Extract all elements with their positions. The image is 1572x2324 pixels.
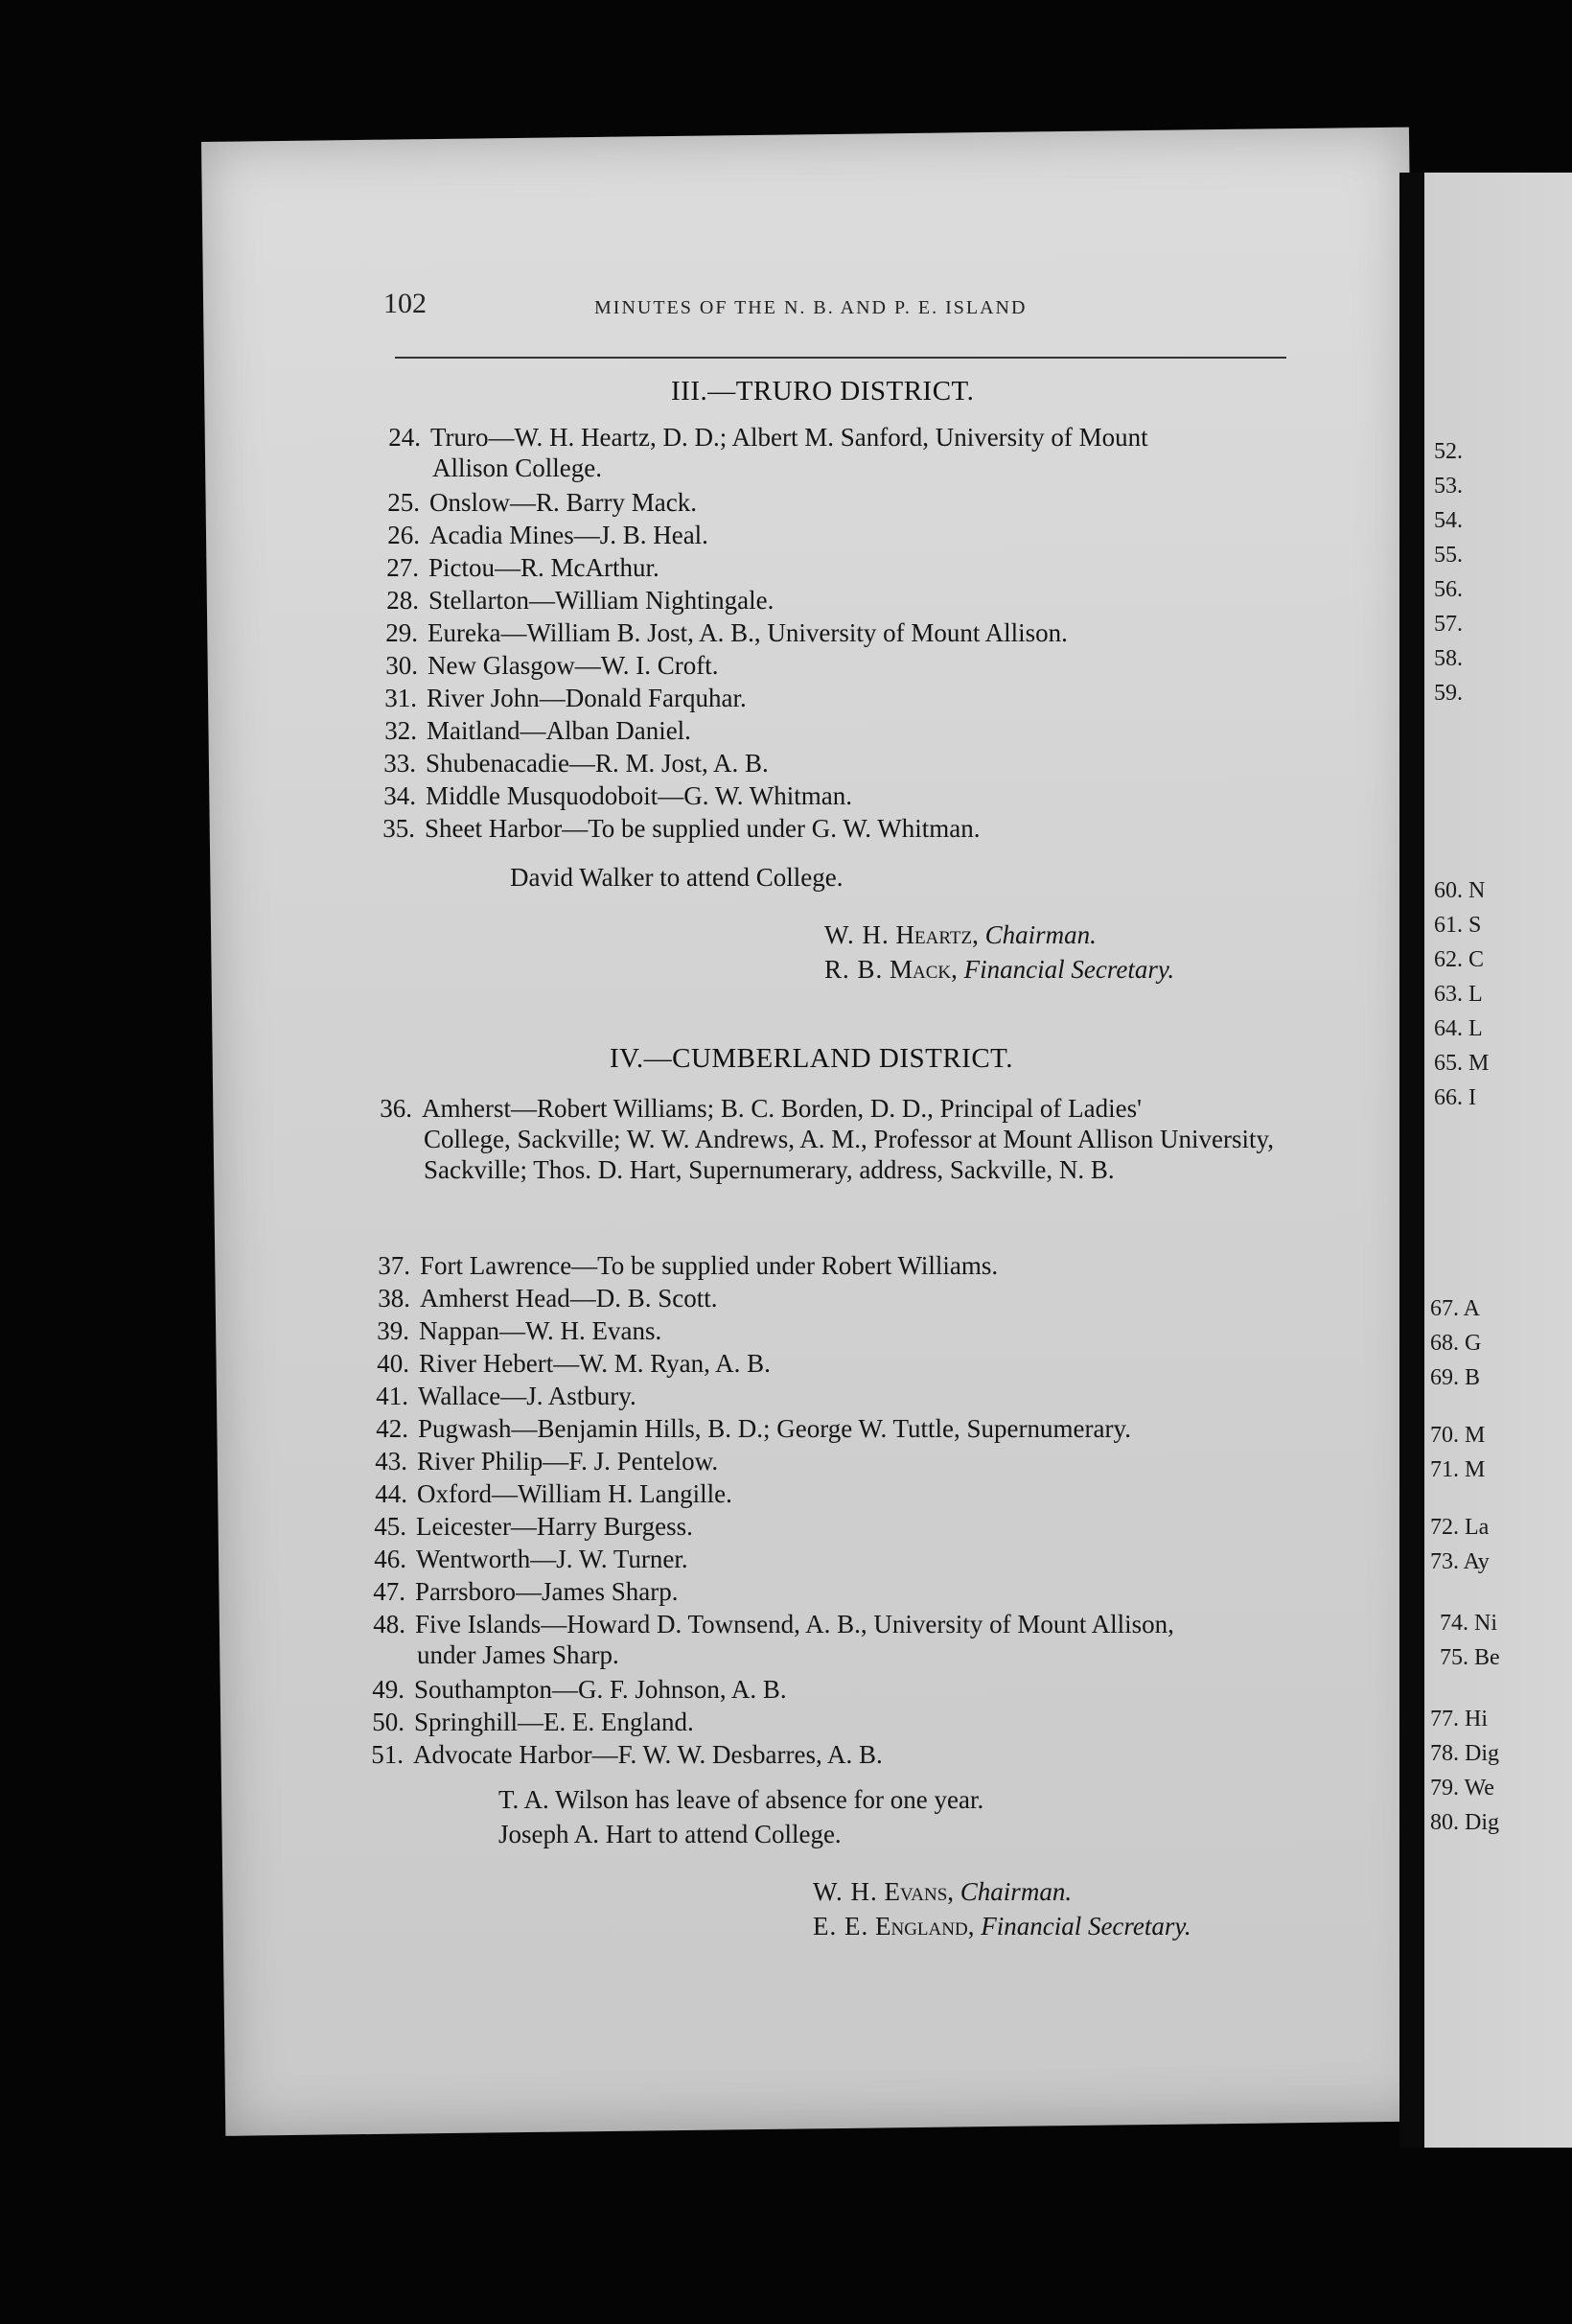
list-item: [367, 552, 659, 583]
list-item: [368, 487, 697, 518]
entry-text: Oxford—William H. Langille.: [417, 1479, 732, 1508]
entry-number: 39.: [377, 1316, 409, 1345]
signature-initials: W. H.: [824, 920, 890, 949]
list-item: [366, 650, 718, 681]
entry-number: 41.: [376, 1382, 408, 1410]
signature-initials: W. H.: [813, 1877, 878, 1906]
entry-text: Advocate Harbor—F. W. W. Desbarres, A. B.: [413, 1740, 883, 1769]
right-page-number: 56.: [1434, 577, 1463, 602]
entry-number: 50.: [372, 1708, 405, 1736]
signature-chairman: [824, 920, 1097, 950]
entry-text: Truro—W. H. Heartz, D. D.; Albert M. Sanford, University of Mount: [430, 423, 1148, 452]
list-item: [353, 1674, 787, 1705]
list-item: [365, 683, 747, 713]
entry-number: 38.: [378, 1284, 410, 1313]
entry-number: 48.: [373, 1610, 405, 1638]
right-page-number: 61. S: [1434, 913, 1482, 938]
entry-number: 34.: [383, 781, 416, 810]
list-item: [358, 1348, 771, 1379]
entry-number: 25.: [387, 488, 420, 517]
right-page-number: 55.: [1434, 543, 1463, 568]
right-page-number: 73. Ay: [1430, 1549, 1490, 1574]
section-title-cumberland: IV.—CUMBERLAND DISTRICT.: [610, 1043, 1013, 1074]
right-page-number: 79. We: [1430, 1776, 1494, 1801]
entry-number: 51.: [371, 1740, 404, 1769]
entry-text: Wentworth—J. W. Turner.: [416, 1545, 688, 1573]
entry-number: 31.: [384, 684, 417, 712]
entry-text: Nappan—W. H. Evans.: [419, 1316, 662, 1345]
list-item: [353, 1707, 694, 1737]
list-item: [358, 1283, 717, 1313]
list-item: [364, 748, 769, 779]
entry-number: 32.: [384, 716, 417, 745]
signature-initials: E. E.: [813, 1912, 869, 1941]
list-item: [357, 1381, 636, 1411]
entry-text: Pictou—R. McArthur.: [428, 553, 659, 582]
signature-surname: England,: [875, 1912, 975, 1941]
right-page-number: 68. G: [1430, 1331, 1482, 1356]
list-item: [363, 813, 981, 844]
right-page-number: 70. M: [1430, 1423, 1486, 1448]
right-page-number: 58.: [1434, 646, 1463, 671]
entry-text: Eureka—William B. Jost, A. B., University of Mount Allison.: [428, 618, 1068, 647]
entry-number: 44.: [375, 1479, 407, 1508]
right-page-number: 63. L: [1434, 982, 1483, 1007]
signature-surname: Evans,: [884, 1877, 955, 1906]
signature-surname: Mack,: [890, 955, 958, 984]
entry-text: Maitland—Alban Daniel.: [427, 716, 691, 745]
entry-number: 30.: [385, 651, 418, 680]
right-page-number: 57.: [1434, 612, 1463, 637]
entry-text: River John—Donald Farquhar.: [427, 684, 747, 712]
entry-text: Parrsboro—James Sharp.: [415, 1577, 679, 1606]
list-item: [368, 520, 708, 550]
list-item: [356, 1446, 718, 1476]
signature-chairman: [813, 1877, 1072, 1907]
right-page-number: 67. A: [1430, 1296, 1481, 1321]
right-page-number: 80. Dig: [1430, 1810, 1499, 1835]
running-title: MINUTES OF THE N. B. AND P. E. ISLAND: [594, 297, 1028, 318]
entry-number: 46.: [374, 1545, 406, 1573]
entry-text: Amherst Head—D. B. Scott.: [420, 1284, 718, 1313]
list-item: [355, 1511, 693, 1542]
book-binding-gutter: [1399, 173, 1424, 2148]
list-item: [367, 585, 774, 616]
entry-text: Sheet Harbor—To be supplied under G. W. Whitman.: [425, 814, 981, 843]
page-number: 102: [383, 288, 427, 319]
entry-number: 47.: [373, 1577, 405, 1606]
entry-number: 37.: [378, 1251, 410, 1280]
entry-number: 45.: [374, 1512, 406, 1541]
entry-number: 27.: [386, 553, 419, 582]
right-page-number: 53.: [1434, 474, 1463, 499]
entry-text: Stellarton—William Nightingale.: [428, 586, 774, 615]
right-page-number: 75. Be: [1440, 1645, 1500, 1670]
right-page-number: 71. M: [1430, 1457, 1486, 1482]
list-item: [355, 1544, 688, 1574]
list-item: [356, 1478, 732, 1509]
right-page-number: 62. C: [1434, 947, 1485, 972]
right-page-fragments: [1428, 0, 1572, 2324]
section-title-truro: III.—TRURO DISTRICT.: [671, 376, 975, 407]
entry-text: Southampton—G. F. Johnson, A. B.: [414, 1675, 787, 1704]
right-page-number: 65. M: [1434, 1051, 1490, 1076]
list-item: [352, 1739, 883, 1770]
right-page-number: 69. B: [1430, 1365, 1481, 1390]
entry-text: Middle Musquodoboit—G. W. Whitman.: [426, 781, 853, 810]
right-page-number: 77. Hi: [1430, 1707, 1488, 1731]
list-item: [357, 1413, 1131, 1444]
entry-text: Wallace—J. Astbury.: [418, 1382, 636, 1410]
entry-text: Five Islands—Howard D. Townsend, A. B., University of Mount Allison,: [415, 1610, 1174, 1638]
note-text: David Walker to attend College.: [510, 863, 844, 892]
signature-role: Chairman.: [959, 1877, 1073, 1906]
right-page-number: 59.: [1434, 681, 1463, 706]
entry-number: 28.: [386, 586, 419, 615]
signature-role: Financial Secretary.: [963, 955, 1175, 984]
entry-text: River Philip—F. J. Pentelow.: [417, 1447, 719, 1476]
right-page-number: 54.: [1434, 508, 1463, 533]
signature-financial-secretary: [824, 955, 1174, 985]
entry-number: 49.: [372, 1675, 405, 1704]
list-item: [358, 1250, 998, 1281]
list-item: [358, 1315, 661, 1346]
entry-continuation: Allison College.: [432, 453, 602, 482]
entry-text: Fort Lawrence—To be supplied under Robert Williams.: [420, 1251, 999, 1280]
entry-text: Onslow—R. Barry Mack.: [429, 488, 697, 517]
right-page-number: 72. La: [1430, 1515, 1490, 1540]
entry-number: 36.: [380, 1094, 412, 1123]
entry-text: Springhill—E. E. England.: [414, 1708, 694, 1736]
entry-text: River Hebert—W. M. Ryan, A. B.: [419, 1349, 771, 1378]
list-item: [354, 1609, 1274, 1670]
entry-number: 43.: [375, 1447, 407, 1476]
signature-initials: R. B.: [824, 955, 884, 984]
list-item: [366, 617, 1068, 648]
header-rule: [395, 357, 1286, 359]
entry-continuation: College, Sackville; W. W. Andrews, A. M., Professor at Mount Allison University, Sackville; Thos. D. Hart, Supernumerary, address, Sackville, N. B.: [424, 1125, 1274, 1184]
note-text: T. A. Wilson has leave of absence for one year.: [498, 1785, 984, 1814]
list-item: [354, 1576, 678, 1607]
entry-text: Leicester—Harry Burgess.: [416, 1512, 693, 1541]
list-item: [360, 1093, 1281, 1185]
right-page-number: 64. L: [1434, 1016, 1483, 1041]
signature-surname: Heartz,: [895, 920, 979, 949]
signature-role: Financial Secretary.: [981, 1912, 1191, 1941]
entry-number: 35.: [382, 814, 415, 843]
right-page-number: 78. Dig: [1430, 1741, 1499, 1766]
entry-text: Acadia Mines—J. B. Heal.: [429, 521, 708, 549]
entry-number: 42.: [376, 1414, 408, 1443]
entry-number: 40.: [377, 1349, 409, 1378]
entry-text: Shubenacadie—R. M. Jost, A. B.: [426, 749, 769, 778]
list-item: [364, 780, 852, 811]
entry-continuation: under James Sharp.: [417, 1640, 619, 1669]
right-page-number: 66. I: [1434, 1085, 1476, 1110]
list-item: [369, 422, 1289, 483]
signature-role: Chairman.: [984, 920, 1097, 949]
page-header: [383, 288, 1304, 326]
entry-number: 26.: [387, 521, 420, 549]
entry-text: Pugwash—Benjamin Hills, B. D.; George W. Tuttle, Supernumerary.: [418, 1414, 1131, 1443]
entry-number: 33.: [383, 749, 416, 778]
signature-financial-secretary: [813, 1912, 1191, 1941]
right-page-number: 74. Ni: [1440, 1611, 1497, 1636]
right-page-number: 60. N: [1434, 878, 1486, 903]
entry-text: Amherst—Robert Williams; B. C. Borden, D. D., Principal of Ladies': [422, 1094, 1142, 1123]
note-text: Joseph A. Hart to attend College.: [498, 1820, 842, 1848]
entry-number: 24.: [388, 423, 421, 452]
entry-text: New Glasgow—W. I. Croft.: [428, 651, 719, 680]
right-page-number: 52.: [1434, 439, 1463, 464]
list-item: [365, 715, 691, 746]
entry-number: 29.: [385, 618, 418, 647]
